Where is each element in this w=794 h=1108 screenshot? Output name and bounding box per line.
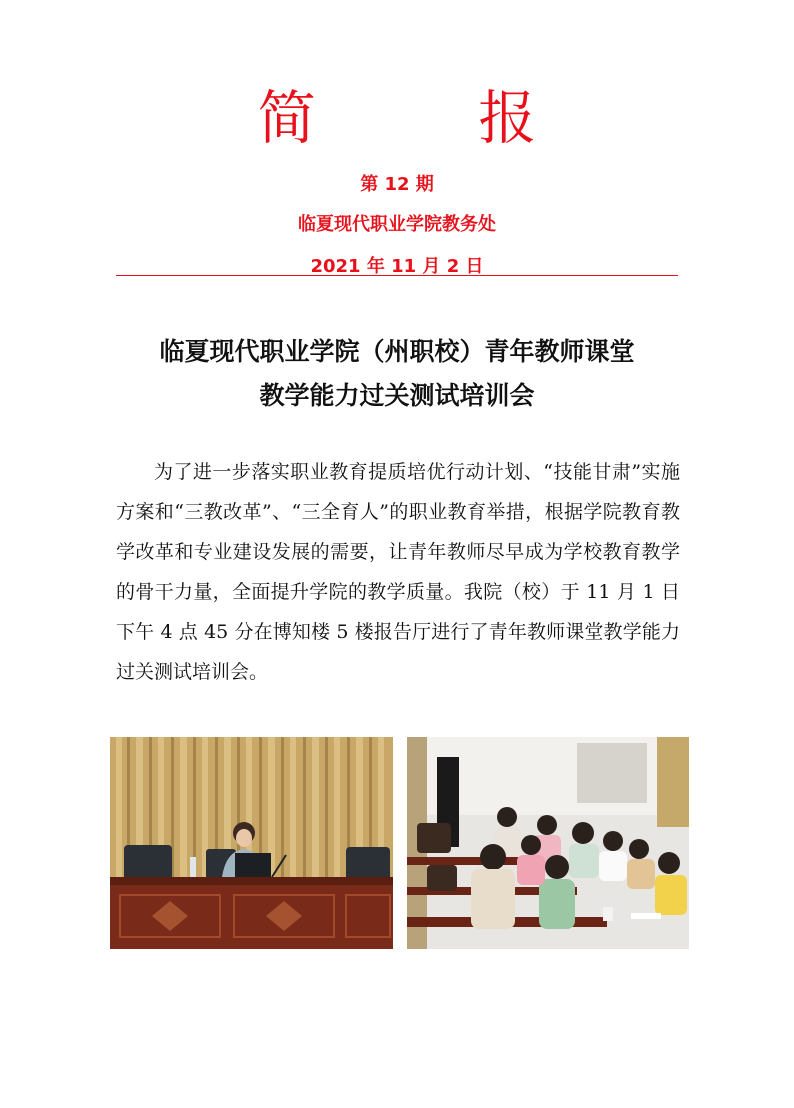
article-headline (100, 330, 694, 418)
presenter-at-podium-photo-icon (110, 737, 393, 949)
department-name: 临夏现代职业学院教务处 (298, 214, 496, 235)
headline-line-2: 教学能力过关测试培训会 (259, 381, 535, 410)
presenter-photo (110, 737, 393, 949)
header-divider (116, 275, 678, 276)
issue-number: 第 12 期 (360, 174, 434, 195)
publish-date: 2021 年 11 月 2 日 (310, 256, 484, 277)
headline-line-1: 临夏现代职业学院（州职校）青年教师课堂 (159, 337, 635, 366)
article-paragraph: 为了进一步落实职业教育提质培优行动计划、“技能甘肃”实施方案和“三教改革”、“三全育人”的职业教育举措，根据学院教育教学改革和专业建设发展的需要，让青年教师尽早成为学校教育教学的骨干力量，全面提升学院的教学质量。我院（校）于 11 月 1 日下午 4 点 45 分在博知楼 5 楼报告厅进行了青年教师课堂教学能力过关测试培训会。 (116, 461, 680, 683)
bulletin-title: 简 报 (257, 84, 609, 152)
audience-in-lecture-hall-photo-icon (407, 737, 689, 949)
audience-photo (407, 737, 689, 949)
